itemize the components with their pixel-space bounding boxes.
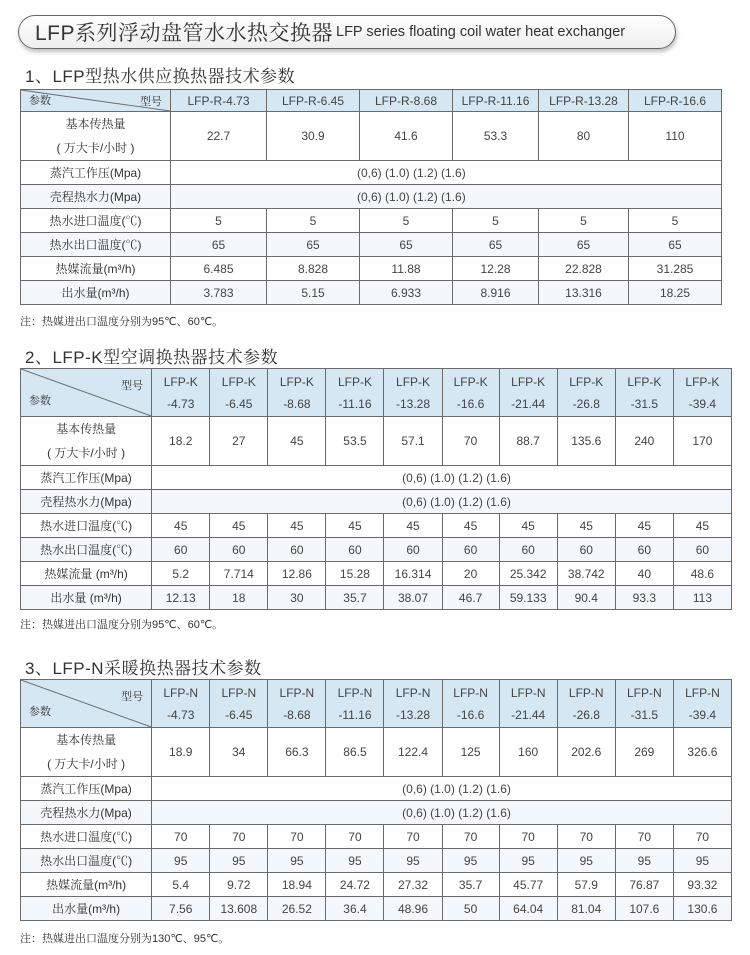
table-row-water-output [21,897,732,921]
table-row-outlet-temp [21,538,732,562]
table-cell: 12.28 [453,257,539,281]
row-label: 出水量(m³/h) [21,897,152,921]
table-cell: 22.828 [539,257,629,281]
table-cell: 45 [557,514,615,538]
table-cell: 18.9 [152,728,210,777]
table-cell: 50 [442,897,499,921]
table-cell: 5 [171,209,267,233]
merged-cell: (0,6) (1.0) (1.2) (1.6) [152,801,732,825]
model-header: LFP-K -11.16 [326,369,384,417]
model-header: LFP-K -21.44 [499,369,557,417]
table-cell: 93.32 [673,873,731,897]
merged-cell: (0,6) (1.0) (1.2) (1.6) [152,777,732,801]
row-label: 热水出口温度(℃) [21,538,152,562]
table-cell: 53.3 [453,112,539,161]
table-row-medium-flow [21,873,732,897]
table-cell: 5.15 [267,281,360,305]
model-header: LFP-N -21.44 [499,680,557,728]
table-cell: 18.94 [268,873,326,897]
table-cell: 70 [673,825,731,849]
table-cell: 65 [360,233,453,257]
model-header: LFP-N -11.16 [326,680,384,728]
table-row-shell-pressure [21,801,732,825]
table-cell: 30.9 [267,112,360,161]
row-label: 蒸汽工作压(Mpa) [21,161,171,185]
table-cell: 125 [442,728,499,777]
table-cell: 6.933 [360,281,453,305]
model-label: 型号 [140,96,162,108]
table-cell: 65 [171,233,267,257]
table-row-inlet-temp [21,209,722,233]
row-label: 热媒流量(m³/h) [21,257,171,281]
table-cell: 8.916 [453,281,539,305]
spec-table-lfp-n [20,679,732,921]
table-cell: 18 [210,586,268,610]
banner-title-cn: LFP系列浮动盘管水水热交换器 [35,22,334,45]
row-label: 基本传热量 ( 万大卡/小时 ) [21,417,152,466]
model-header: LFP-K -4.73 [152,369,210,417]
table-cell: 122.4 [384,728,442,777]
table-header-row [21,680,732,728]
table-cell: 12.86 [268,562,326,586]
table-row-outlet-temp [21,233,722,257]
row-label: 基本传热量 ( 万大卡/小时 ) [21,112,171,161]
model-header: LFP-K -39.4 [673,369,731,417]
table-cell: 70 [499,825,557,849]
table-cell: 65 [539,233,629,257]
table-cell: 60 [673,538,731,562]
table-cell: 18.2 [152,417,210,466]
table-row-shell-pressure [21,185,722,209]
corner-header-cell [21,680,152,728]
table-cell: 95 [673,849,731,873]
table-cell: 70 [557,825,615,849]
table-row-water-output [21,281,722,305]
row-label: 热媒流量(m³/h) [21,873,152,897]
table-cell: 12.13 [152,586,210,610]
table-cell: 45 [268,514,326,538]
merged-cell: (0,6) (1.0) (1.2) (1.6) [171,185,722,209]
row-label: 热水进口温度(℃) [21,514,152,538]
section-1-note: 注：热媒进出口温度分别为95℃、60℃。 [20,316,224,328]
table-row-steam-pressure [21,466,732,490]
table-cell: 20 [442,562,499,586]
table-cell: 70 [384,825,442,849]
table-cell: 95 [499,849,557,873]
model-header: LFP-K -13.28 [384,369,442,417]
table-cell: 26.52 [268,897,326,921]
table-cell: 36.4 [326,897,384,921]
model-header: LFP-K -31.5 [615,369,673,417]
table-cell: 45 [326,514,384,538]
table-cell: 24.72 [326,873,384,897]
model-header: LFP-K -26.8 [557,369,615,417]
row-label: 壳程热水力(Mpa) [21,490,152,514]
table-cell: 7.56 [152,897,210,921]
table-cell: 11.88 [360,257,453,281]
table-cell: 13.316 [539,281,629,305]
table-cell: 76.87 [615,873,673,897]
model-label: 型号 [121,691,144,703]
row-label: 出水量 (m³/h) [21,586,152,610]
model-header: LFP-R-8.68 [360,90,453,112]
row-label: 壳程热水力(Mpa) [21,185,171,209]
row-label: 蒸汽工作压(Mpa) [21,777,152,801]
table-cell: 86.5 [326,728,384,777]
table-cell: 95 [152,849,210,873]
model-header: LFP-N -6.45 [210,680,268,728]
table-cell: 107.6 [615,897,673,921]
table-header-row [21,90,722,112]
banner-title-en: LFP series floating coil water heat exchanger [336,24,626,40]
param-label: 参数 [29,706,51,718]
model-header: LFP-R-4.73 [171,90,267,112]
table-cell: 6.485 [171,257,267,281]
table-cell: 34 [210,728,268,777]
table-cell: 65 [267,233,360,257]
table-cell: 46.7 [442,586,499,610]
table-cell: 95 [557,849,615,873]
table-cell: 5 [360,209,453,233]
table-cell: 202.6 [557,728,615,777]
row-label: 热水出口温度(℃) [21,849,152,873]
table-row-steam-pressure [21,777,732,801]
table-row-steam-pressure [21,161,722,185]
table-cell: 60 [557,538,615,562]
model-header: LFP-R-11.16 [453,90,539,112]
table-cell: 269 [615,728,673,777]
table-cell: 45 [152,514,210,538]
corner-header-cell [21,369,152,417]
table-header-row [21,369,732,417]
model-header: LFP-N -4.73 [152,680,210,728]
table-cell: 7.714 [210,562,268,586]
merged-cell: (0,6) (1.0) (1.2) (1.6) [171,161,722,185]
section-1-title: 1、LFP型热水供应换热器技术参数 [25,67,296,86]
model-header: LFP-R-16.6 [629,90,722,112]
table-cell: 5 [539,209,629,233]
table-cell: 9.72 [210,873,268,897]
table-cell: 53.5 [326,417,384,466]
table-cell: 8.828 [267,257,360,281]
table-cell: 70 [210,825,268,849]
model-header: LFP-N -13.28 [384,680,442,728]
table-cell: 30 [268,586,326,610]
model-header: LFP-N -31.5 [615,680,673,728]
table-cell: 240 [615,417,673,466]
table-cell: 110 [629,112,722,161]
model-header: LFP-N -8.68 [268,680,326,728]
row-label: 出水量(m³/h) [21,281,171,305]
table-cell: 38.07 [384,586,442,610]
section-3-note: 注：热媒进出口温度分别为130℃、95℃。 [20,933,230,945]
table-row-medium-flow [21,562,732,586]
table-cell: 45 [615,514,673,538]
table-cell: 160 [499,728,557,777]
row-label: 热水进口温度(℃) [21,209,171,233]
table-cell: 81.04 [557,897,615,921]
table-cell: 113 [673,586,731,610]
row-label: 蒸汽工作压(Mpa) [21,466,152,490]
row-label: 热水进口温度(℃) [21,825,152,849]
table-cell: 45 [384,514,442,538]
table-cell: 65 [629,233,722,257]
table-cell: 5 [629,209,722,233]
table-cell: 16.314 [384,562,442,586]
table-cell: 135.6 [557,417,615,466]
table-cell: 5 [267,209,360,233]
model-label: 型号 [121,380,144,392]
table-cell: 70 [152,825,210,849]
table-cell: 60 [326,538,384,562]
table-row-heat-transfer [21,112,722,161]
table-row-inlet-temp [21,514,732,538]
table-cell: 66.3 [268,728,326,777]
model-header: LFP-R-6.45 [267,90,360,112]
section-3-title: 3、LFP-N采暖换热器技术参数 [25,659,262,678]
model-header: LFP-N -39.4 [673,680,731,728]
table-cell: 5 [453,209,539,233]
model-header: LFP-K -16.6 [442,369,499,417]
row-label: 热媒流量 (m³/h) [21,562,152,586]
table-cell: 60 [499,538,557,562]
table-cell: 60 [152,538,210,562]
table-row-heat-transfer [21,417,732,466]
table-row-inlet-temp [21,825,732,849]
section-2-title: 2、LFP-K型空调换热器技术参数 [25,348,279,367]
param-label: 参数 [29,395,51,407]
table-cell: 27 [210,417,268,466]
page-banner [18,15,676,49]
model-header: LFP-N -26.8 [557,680,615,728]
table-cell: 95 [268,849,326,873]
table-cell: 45 [268,417,326,466]
table-cell: 95 [326,849,384,873]
model-header: LFP-K -8.68 [268,369,326,417]
table-cell: 45 [210,514,268,538]
table-cell: 95 [615,849,673,873]
model-header: LFP-N -16.6 [442,680,499,728]
table-cell: 326.6 [673,728,731,777]
table-cell: 3.783 [171,281,267,305]
table-cell: 35.7 [326,586,384,610]
table-row-medium-flow [21,257,722,281]
table-cell: 95 [442,849,499,873]
spec-table-lfp-r [20,89,722,305]
table-cell: 70 [326,825,384,849]
table-cell: 40 [615,562,673,586]
param-label: 参数 [29,95,51,107]
table-cell: 64.04 [499,897,557,921]
table-cell: 65 [453,233,539,257]
table-cell: 70 [268,825,326,849]
table-cell: 60 [384,538,442,562]
table-cell: 60 [615,538,673,562]
table-cell: 5.2 [152,562,210,586]
table-cell: 80 [539,112,629,161]
model-header: LFP-R-13.28 [539,90,629,112]
table-cell: 60 [210,538,268,562]
table-cell: 45 [442,514,499,538]
table-row-shell-pressure [21,490,732,514]
table-cell: 90.4 [557,586,615,610]
table-cell: 60 [442,538,499,562]
table-cell: 70 [615,825,673,849]
table-row-outlet-temp [21,849,732,873]
table-cell: 22.7 [171,112,267,161]
merged-cell: (0,6) (1.0) (1.2) (1.6) [152,490,732,514]
table-cell: 60 [268,538,326,562]
table-cell: 93.3 [615,586,673,610]
table-row-water-output [21,586,732,610]
table-cell: 27.32 [384,873,442,897]
table-cell: 31.285 [629,257,722,281]
merged-cell: (0,6) (1.0) (1.2) (1.6) [152,466,732,490]
model-header: LFP-K -6.45 [210,369,268,417]
table-cell: 48.6 [673,562,731,586]
table-cell: 35.7 [442,873,499,897]
table-cell: 130.6 [673,897,731,921]
table-cell: 59.133 [499,586,557,610]
table-cell: 45 [499,514,557,538]
table-cell: 95 [384,849,442,873]
table-cell: 41.6 [360,112,453,161]
spec-table-lfp-k [20,368,732,610]
corner-header-cell [21,90,171,112]
row-label: 热水出口温度(℃) [21,233,171,257]
table-cell: 95 [210,849,268,873]
table-row-heat-transfer [21,728,732,777]
table-cell: 70 [442,825,499,849]
table-cell: 25.342 [499,562,557,586]
table-cell: 48.96 [384,897,442,921]
table-cell: 57.1 [384,417,442,466]
table-cell: 15.28 [326,562,384,586]
table-cell: 5.4 [152,873,210,897]
table-cell: 70 [442,417,499,466]
row-label: 基本传热量 ( 万大卡/小时 ) [21,728,152,777]
table-cell: 45.77 [499,873,557,897]
table-cell: 57.9 [557,873,615,897]
table-cell: 18.25 [629,281,722,305]
table-cell: 45 [673,514,731,538]
table-cell: 13.608 [210,897,268,921]
table-cell: 170 [673,417,731,466]
row-label: 壳程热水力(Mpa) [21,801,152,825]
table-cell: 38.742 [557,562,615,586]
section-2-note: 注：热媒进出口温度分别为95℃、60℃。 [20,619,224,631]
table-cell: 88.7 [499,417,557,466]
